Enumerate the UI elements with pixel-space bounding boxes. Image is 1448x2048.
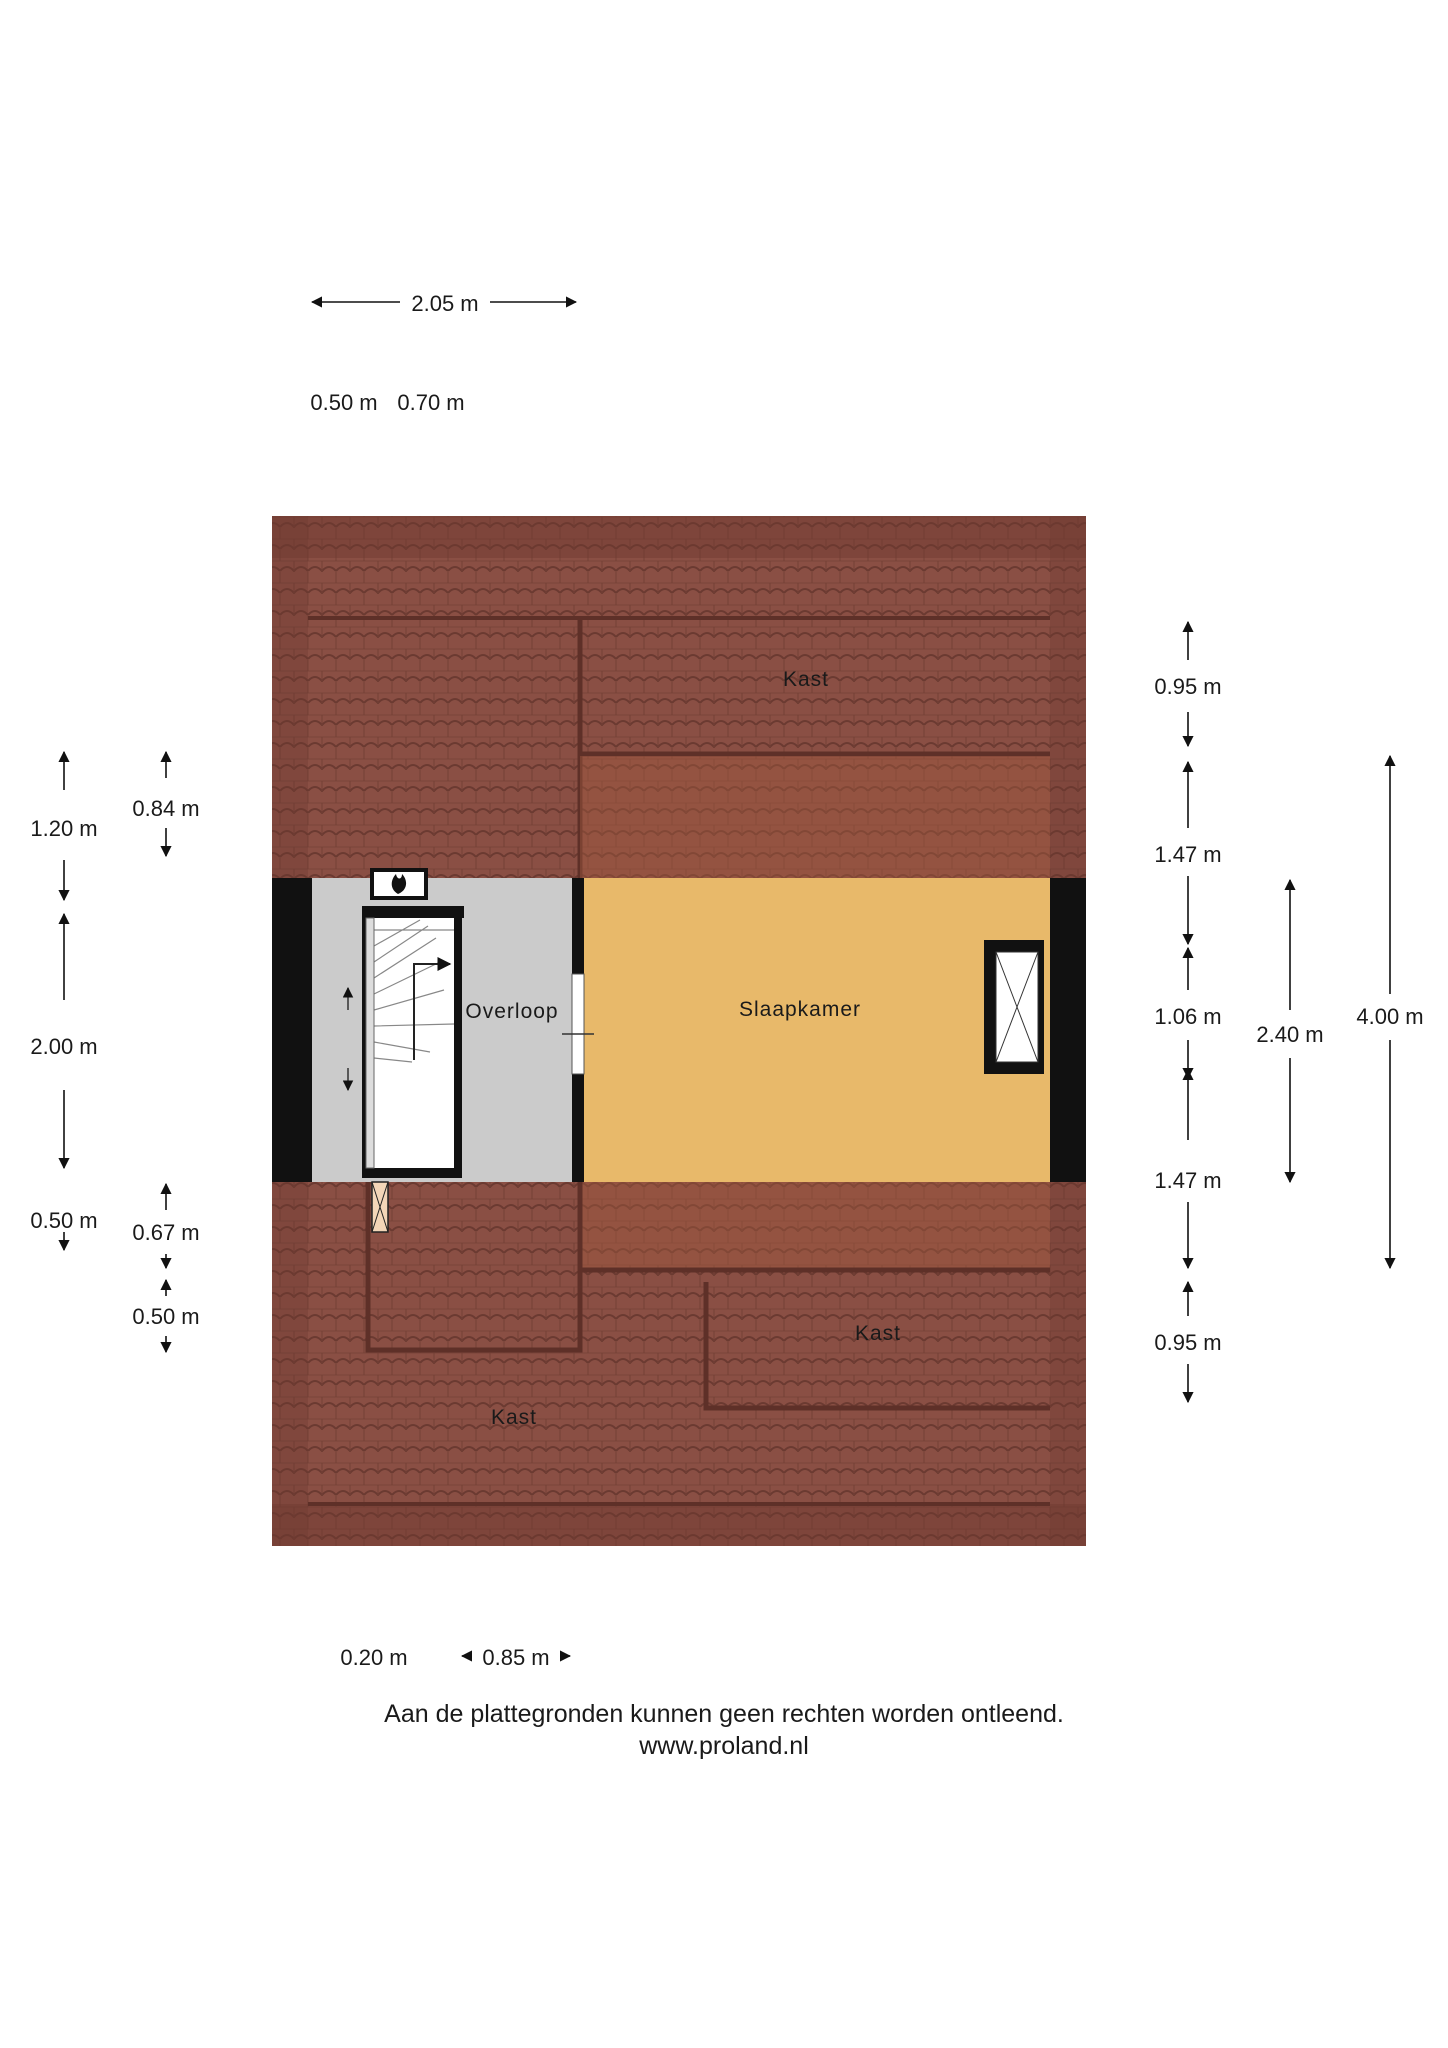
- wall-left: [272, 878, 312, 1182]
- dim-right-1: 0.95 m: [1154, 674, 1222, 699]
- roof-ledge-top: [580, 756, 1050, 878]
- dim-top-width: 2.05 m: [411, 291, 479, 316]
- dim-bottom-a: 0.20 m: [340, 1645, 408, 1670]
- bedroom-floor: [584, 878, 1050, 1182]
- dim-right-2: 1.47 m: [1154, 842, 1222, 867]
- roof-edge-bottom: [272, 1504, 1086, 1546]
- dim-right-4: 1.47 m: [1154, 1168, 1222, 1193]
- room-label-landing: Overloop: [465, 1000, 559, 1023]
- room-label-kast-bottom-left: Kast: [490, 1406, 538, 1429]
- room-label-bedroom: Slaapkamer: [738, 998, 862, 1021]
- dim-right-mid: 2.40 m: [1256, 1022, 1324, 1047]
- dim-right-total: 4.00 m: [1356, 1004, 1424, 1029]
- dim-top-left-b: 0.70 m: [397, 390, 465, 415]
- dim-inner-left-3: 0.50 m: [132, 1304, 200, 1329]
- dim-left-1: 1.20 m: [30, 816, 98, 841]
- dim-top-left-a: 0.50 m: [310, 390, 378, 415]
- dim-left-2: 2.00 m: [30, 1034, 98, 1059]
- stair-rail: [366, 918, 374, 1168]
- bedroom-door: [572, 974, 584, 1074]
- dim-inner-left-2: 0.67 m: [132, 1220, 200, 1245]
- footer-website: www.proland.nl: [639, 1732, 809, 1760]
- roof-ledge-bottom: [580, 1182, 1050, 1270]
- stair-top-block: [362, 906, 464, 918]
- dim-left-3: 0.50 m: [30, 1208, 98, 1233]
- dim-inner-left-1: 0.84 m: [132, 796, 200, 821]
- footer-disclaimer: Aan de plattegronden kunnen geen rechten worden ontleend.: [384, 1700, 1064, 1728]
- roof-edge-top: [272, 516, 1086, 558]
- wall-right: [1050, 878, 1086, 1182]
- room-label-kast-bottom-right: Kast: [854, 1322, 902, 1345]
- dim-right-5: 0.95 m: [1154, 1330, 1222, 1355]
- room-label-kast-top: Kast: [782, 668, 830, 691]
- dim-bottom-b: 0.85 m: [482, 1645, 550, 1670]
- dim-right-3: 1.06 m: [1154, 1004, 1222, 1029]
